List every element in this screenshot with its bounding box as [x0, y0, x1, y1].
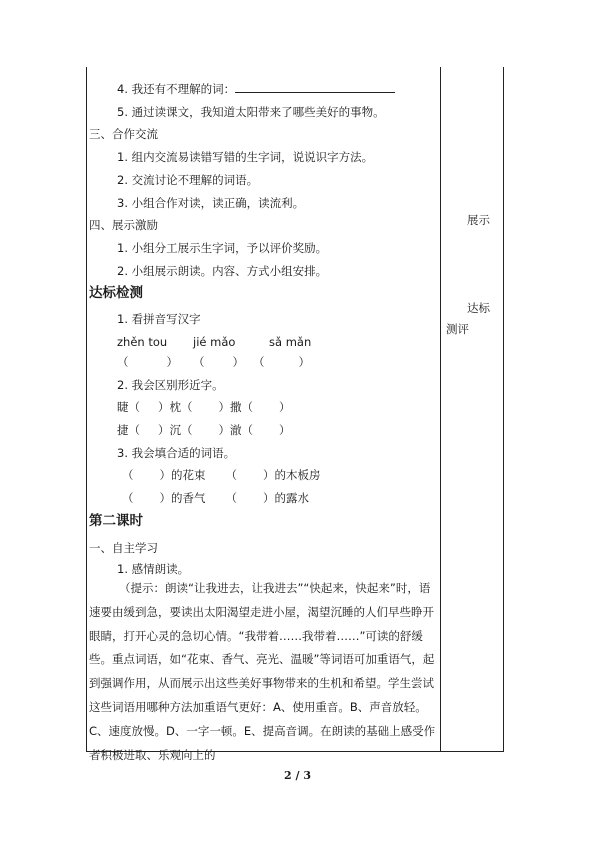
question-4-label: 4. 我还有不理解的词：	[117, 82, 236, 96]
heading-test: 达标检测	[89, 285, 143, 301]
answer-box-2: （ ）	[193, 355, 244, 369]
fill-row-2: （ ）的香气 （ ）的露水	[122, 491, 309, 505]
column-divider	[440, 67, 441, 752]
side-label-eval-2: 测评	[446, 322, 469, 336]
heading-lesson-2: 第二课时	[89, 513, 143, 529]
section-heading-3: 三、合作交流	[89, 127, 158, 141]
side-label-eval-1: 达标	[467, 301, 490, 315]
page-number: 2 / 3	[284, 769, 311, 782]
answer-box-1: （ ）	[117, 355, 178, 369]
pinyin-1: zhěn tou	[117, 335, 168, 349]
pinyin-3: sǎ mǎn	[269, 335, 312, 349]
step-4-2: 2. 小组展示朗读。内容、方式小组安排。	[117, 264, 328, 278]
step-3-1: 1. 组内交流易读错写错的生字词，说说识字方法。	[117, 150, 374, 164]
section-heading-4: 四、展示激励	[89, 218, 158, 232]
answer-blank	[235, 80, 395, 93]
reading-tips-paragraph: （提示：朗读“让我进去，让我进去”“快起来，快起来”时，语速要由缓到急，要读出太阳渴望走进小屋，渴望沉睡的人们早些睁开眼睛，打开心灵的急切心情。“我带着……我带着……”可读的舒缓些。重点词语，如“花束、香气、亮光、温暖”等词语可加重语气，起到强调作用，从而展示出这些美好事物带来的生机和希望。学生尝试这些词语用哪种方法加重语气更好：A、使用重音。B、声音放轻。C、速度放慢。D、一字一顿。E、提高音调。在朗读的基础上感受作者积极进取、乐观向上的	[89, 581, 436, 762]
pinyin-2: jié mǎo	[193, 335, 236, 349]
step-1-1: 1. 感情朗读。	[117, 562, 190, 576]
step-4-1: 1. 小组分工展示生字词，予以评价奖励。	[117, 241, 328, 255]
task-3: 3. 我会填合适的词语。	[117, 446, 236, 460]
section-heading-1: 一、自主学习	[89, 541, 158, 555]
char-row-2: 捷（ ）沉（ ）澈（ ）	[117, 423, 291, 437]
step-3-3: 3. 小组合作对读，读正确，读流利。	[117, 196, 305, 210]
question-4	[117, 80, 395, 97]
task-2: 2. 我会区别形近字。	[117, 378, 224, 392]
side-label-show: 展示	[467, 213, 490, 227]
fill-row-1: （ ）的花束 （ ）的木板房	[122, 468, 321, 482]
step-3-2: 2. 交流讨论不理解的词语。	[117, 173, 259, 187]
char-row-1: 睫（ ）枕（ ）撒（ ）	[117, 400, 291, 414]
question-5: 5. 通过读课文，我知道太阳带来了哪些美好的事物。	[117, 105, 385, 119]
answer-box-3: （ ）	[253, 355, 310, 369]
task-1: 1. 看拼音写汉字	[117, 312, 201, 326]
